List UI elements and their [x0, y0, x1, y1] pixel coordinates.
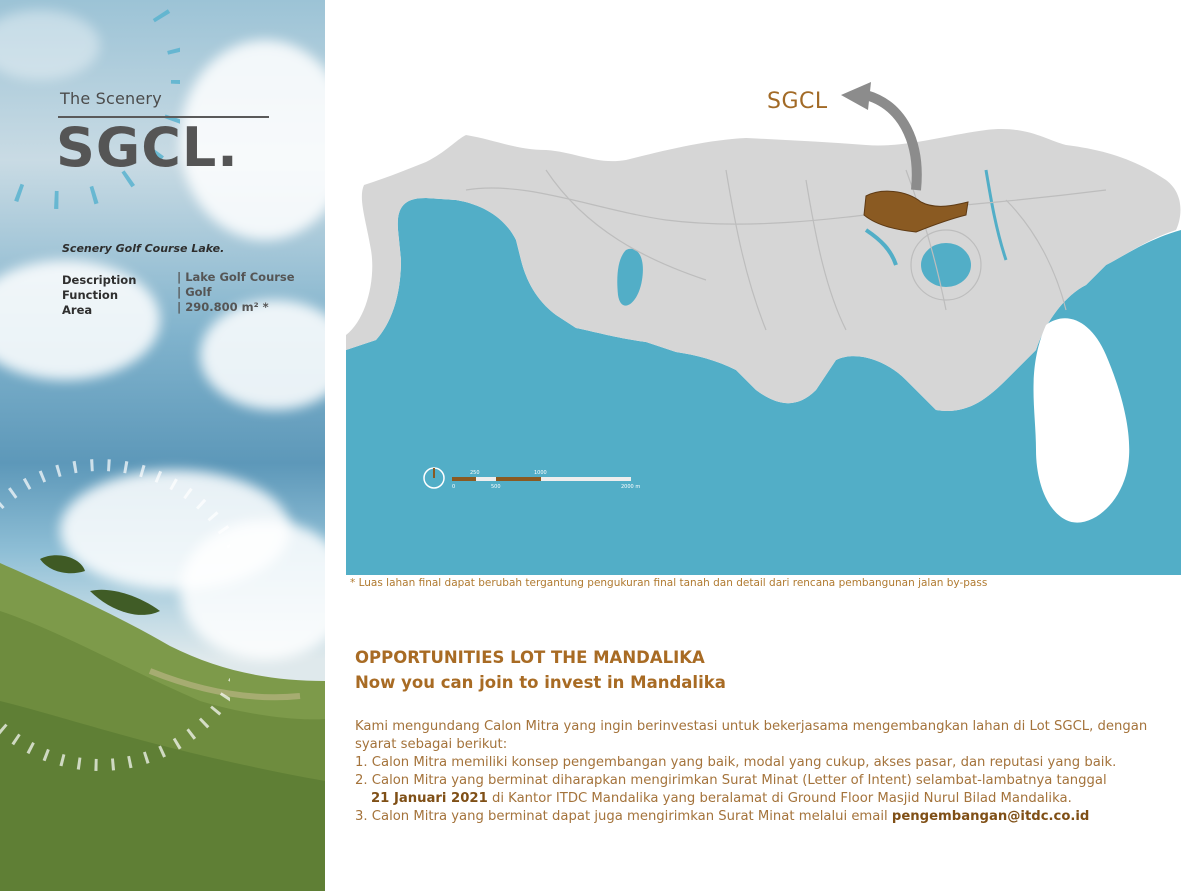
boat-ring-decoration-icon	[0, 0, 180, 230]
spec-values	[177, 270, 295, 315]
boat-ring-decoration-icon	[0, 450, 230, 780]
scale-label: 2000 m	[621, 484, 641, 490]
spec-key: Description	[62, 273, 137, 287]
footnote: * Luas lahan final dapat berubah tergantung pengukuran final tanah dan detail dari rencana pembangunan jalan by-pass	[350, 577, 988, 589]
page-title: SGCL.	[56, 116, 239, 179]
intro-line: syarat sebagai berikut:	[355, 737, 508, 752]
spec-value: | Lake Golf Course	[177, 270, 295, 285]
left-panel	[0, 0, 325, 891]
list-item: 1. Calon Mitra memiliki konsep pengembangan yang baik, modal yang cukup, akses pasar, dan reputasi yang baik.	[355, 755, 1117, 770]
scenery-label: The Scenery	[60, 89, 162, 108]
spec-key: Area	[62, 303, 93, 317]
list-item	[355, 808, 1175, 826]
scale-label: 500	[491, 484, 501, 490]
heading-line-2: Now you can join to invest in Mandalika	[355, 673, 726, 692]
list-item-continuation	[355, 790, 1175, 808]
map-svg	[346, 80, 1181, 575]
spec-keys	[62, 273, 136, 318]
site-map	[346, 80, 1181, 575]
list-item-text: di Kantor ITDC Mandalika yang beralamat di Ground Floor Masjid Nurul Bilad Mandalika.	[487, 791, 1072, 806]
deadline-date: 21 Januari 2021	[371, 791, 488, 806]
scale-label: 1000	[534, 470, 547, 476]
sgcl-map-label: SGCL	[767, 89, 828, 114]
spec-value: | 290.800 m² *	[177, 300, 295, 315]
opportunity-heading	[355, 645, 726, 695]
opportunity-body	[355, 718, 1175, 826]
list-item-text: 3. Calon Mitra yang berminat dapat juga mengirimkan Surat Minat melalui email	[355, 809, 892, 824]
subtitle: Scenery Golf Course Lake.	[62, 242, 225, 255]
intro-line: Kami mengundang Calon Mitra yang ingin berinvestasi untuk bekerjasama mengembangkan lahan di Lot SGCL, dengan	[355, 719, 1148, 734]
scale-label: 0	[452, 484, 456, 490]
scale-label: 250	[470, 470, 480, 476]
spec-key: Function	[62, 288, 119, 302]
spec-value: | Golf	[177, 285, 295, 300]
scale-bar	[452, 477, 476, 481]
heading-line-1: OPPORTUNITIES LOT THE MANDALIKA	[355, 648, 705, 667]
list-item: 2. Calon Mitra yang berminat diharapkan mengirimkan Surat Minat (Letter of Intent) selambat-lambatnya tanggal	[355, 773, 1107, 788]
cloud	[200, 300, 325, 410]
lake	[921, 243, 971, 287]
email-link[interactable]: pengembangan@itdc.co.id	[891, 809, 1090, 824]
